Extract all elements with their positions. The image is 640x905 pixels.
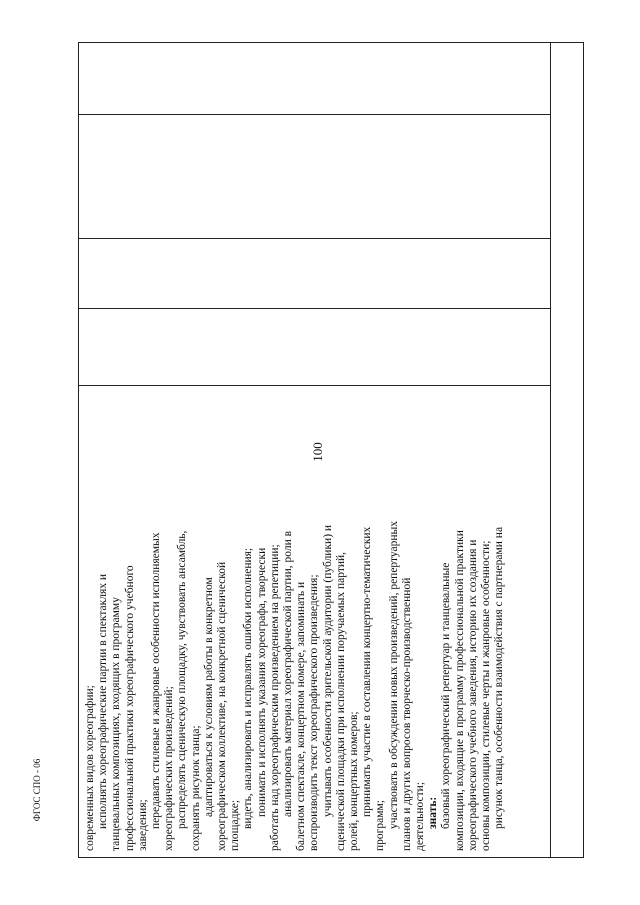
text-line: заведения;: [136, 799, 149, 851]
text-line: знать:: [427, 796, 440, 829]
text-line: балетном спектакле, концертном номере, запоминать и: [295, 581, 308, 851]
text-line: программ;: [374, 800, 387, 851]
table-border-top: [78, 42, 584, 43]
table-cell-skills-knowledge: [80, 385, 550, 857]
text-line: рисунок танца, особенности взаимодействия с партнерами на: [493, 526, 506, 829]
text-line: деятельности;: [414, 781, 427, 851]
text-line: ролей, концертных номеров;: [348, 711, 361, 851]
rotated-cell-content: [80, 385, 550, 857]
text-line: передавать стилевые и жанровые особенности исполняемых: [150, 532, 163, 829]
text-line: композиции, входящие в программу профессиональной практики: [453, 530, 466, 851]
table-row-divider-2: [78, 238, 551, 239]
text-line: базовый хореографический репертуар и танцевальные: [440, 562, 453, 829]
text-line: работать над хореографическим произведением на репетиции;: [268, 544, 281, 851]
text-line: хореографических произведений;: [163, 686, 176, 851]
text-line: площадке;: [229, 799, 242, 851]
text-line: адаптироваться к условиям работы в конкретном: [202, 577, 215, 817]
text-line: исполнять хореографические партии в спектаклях и: [97, 573, 110, 829]
text-line: участвовать в обсуждении новых произведений, репертуарных: [387, 521, 400, 829]
text-line: распределять сценическую площадку, чувствовать ансамбль,: [176, 530, 189, 829]
text-line: сценической площадки при исполнении поручаемых партий,: [334, 551, 347, 851]
text-line: основы композиции, стилевые черты и жанровые особенности;: [480, 540, 493, 851]
table-border-bottom: [78, 857, 584, 858]
text-line: танцевальных композициях, входящих в программу: [110, 597, 123, 851]
text-line: принимать участие в составлении концертно-тематических: [361, 526, 374, 817]
table-row-divider-1: [78, 114, 551, 115]
text-line: планов и других вопросов творческо-производственной: [400, 577, 413, 851]
text-line: анализировать материал хореографической партии, роли в: [282, 530, 295, 817]
table-border-right: [583, 42, 584, 858]
text-line: видеть, анализировать и исправлять ошибки исполнения;: [242, 547, 255, 829]
footer-standard-label: ФГОС СПО - 06: [32, 758, 42, 822]
text-line: воспроизводить текст хореографического произведения;: [308, 574, 321, 851]
text-line: современных видов хореографии;: [84, 685, 96, 851]
page-number: 100: [310, 442, 325, 462]
table-border-left: [78, 42, 79, 858]
text-line: хореографического учебного заведения, историю их создания и: [466, 539, 479, 851]
text-line: понимать и исполнять указания хореографа, творчески: [255, 547, 268, 817]
text-line: профессиональной практики хореографического учебного: [123, 565, 136, 851]
text-line: сохранять рисунок танца;: [189, 725, 202, 851]
text-line: хореографическом коллективе, на конкретной сценической: [216, 561, 229, 851]
table-row-divider-3: [78, 308, 551, 309]
table-column-divider: [550, 42, 551, 858]
text-line: учитывать особенности зрительской аудитории (публики) и: [321, 524, 334, 817]
